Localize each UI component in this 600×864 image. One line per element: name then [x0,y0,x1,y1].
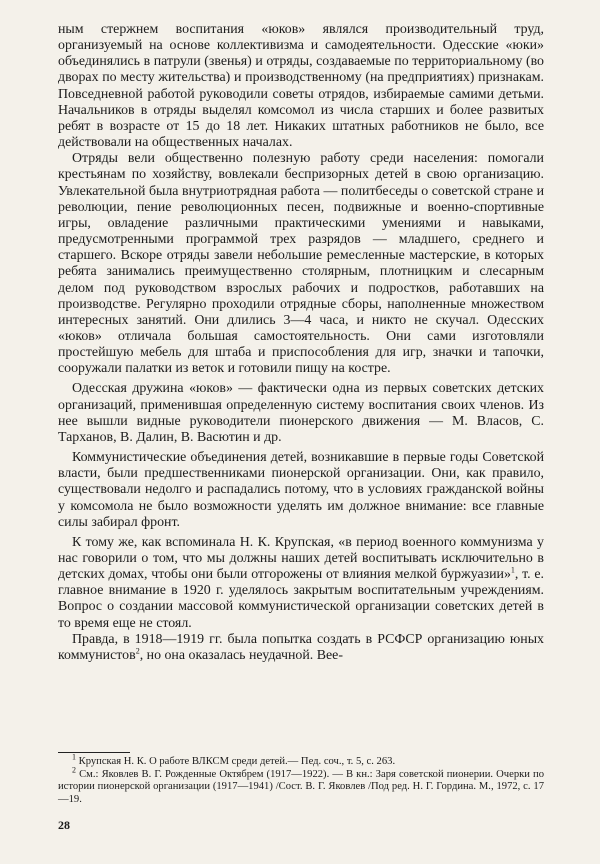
paragraph-1: ным стержнем воспитания «юков» являлся производительный труд, организуемый на основе коллективизма и самодеятельности. Одесские «юки» объединялись в патрули (звенья) и отряды, создаваемые по территориальному (во дворах по месту жительства) и производственному (на предприятиях) признакам. Повседневной работой руководили советы отрядов, избираемые самими детьми. Начальников в отряды выделял комсомол из числа старших и более развитых ребят в возрасте от 15 до 18 лет. Никаких штатных работников не было, все действовали на общественных началах. [58,22,544,151]
paragraph-6-text: Правда, в 1918—1919 гг. была попытка создать в РСФСР организацию юных коммунистов [58,631,544,663]
paragraph-4: Коммунистические объединения детей, возникавшие в первые годы Советской власти, были предшественниками пионерской организации. Они, как правило, существовали недолго и распадались потому, что в условиях гражданской войны у комсомола не было возможности уделять им должное внимание: все главные силы забирал фронт. [58,450,544,530]
footnote-1 [58,752,544,769]
footnotes [58,752,544,806]
body-text [58,22,544,664]
page-number: 28 [58,818,70,832]
paragraph-6 [58,632,544,664]
paragraph-5 [58,535,544,632]
footnote-2-text: См.: Яковлев В. Г. Рожденные Октябрем (1917—1922). — В кн.: Заря советской пионерии. Очерки по истории пионерской организации (1917—1941) /Сост. В. Г. Яковлев /Под ред. Н. Г. Гордина. М., 1972, с. 17—19. [58,768,544,805]
footnote-ref-1[interactable]: 1 [510,565,515,575]
footnote-1-text: Крупская Н. К. О работе ВЛКСМ среди детей.— Пед. соч., т. 5, с. 263. [78,756,396,767]
footnote-ref-2[interactable]: 2 [135,646,140,656]
footnote-divider [58,752,130,753]
footnote-2 [58,765,544,807]
paragraph-6-tail: , но она оказалась неудачной. Вее- [139,647,343,663]
paragraph-3: Одесская дружина «юков» — фактически одна из первых советских детских организаций, применившая определенную систему воспитания своих членов. Из нее вышли видные руководители пионерского движения — М. Власов, С. Тарханов, В. Далин, В. Васютин и др. [58,381,544,445]
paragraph-2: Отряды вели общественно полезную работу среди населения: помогали крестьянам по хозяйству, вовлекали беспризорных детей в свою организацию. Увлекательной была внутриотрядная работа — политбеседы о советской стране и революции, пение революционных песен, подвижные и военно-спортивные игры, овладение различными практическими умениями и навыками, предусмотренными программой трех разрядов — младшего, среднего и старшего. Вскоре отряды завели небольшие ремесленные мастерские, в которых ребята занимались преимущественно столярным, плотницким и слесарным делом под руководством взрослых рабочих и подростков, работавших на производстве. Регулярно проходили отрядные сборы, наполненные множеством интересных занятий. Они длились 3—4 часа, и никто не скучал. Одесских «юков» отличала большая самостоятельность. Они сами изготовляли простейшую мебель для штаба и приспособления для игр, значки и тапочки, сооружали палатки из веток и готовили пищу на костре. [58,151,544,377]
paragraph-5-tail: , т. е. главное внимание в 1920 г. уделялось закрытым воспитательным учреждениям. Вопрос о создании массовой коммунистической организации советских детей в то время еще не стоял. [58,567,544,631]
footnote-mark-2: 2 [72,765,76,775]
paragraph-5-text: К тому же, как вспоминала Н. К. Крупская, «в период военного коммунизма у нас говорили о том, что мы должны наших детей воспитывать исключительно в детских домах, чтобы они были отгорожены от влияния мелкой буржуазии» [58,534,544,583]
footnote-mark-1: 1 [72,752,76,762]
